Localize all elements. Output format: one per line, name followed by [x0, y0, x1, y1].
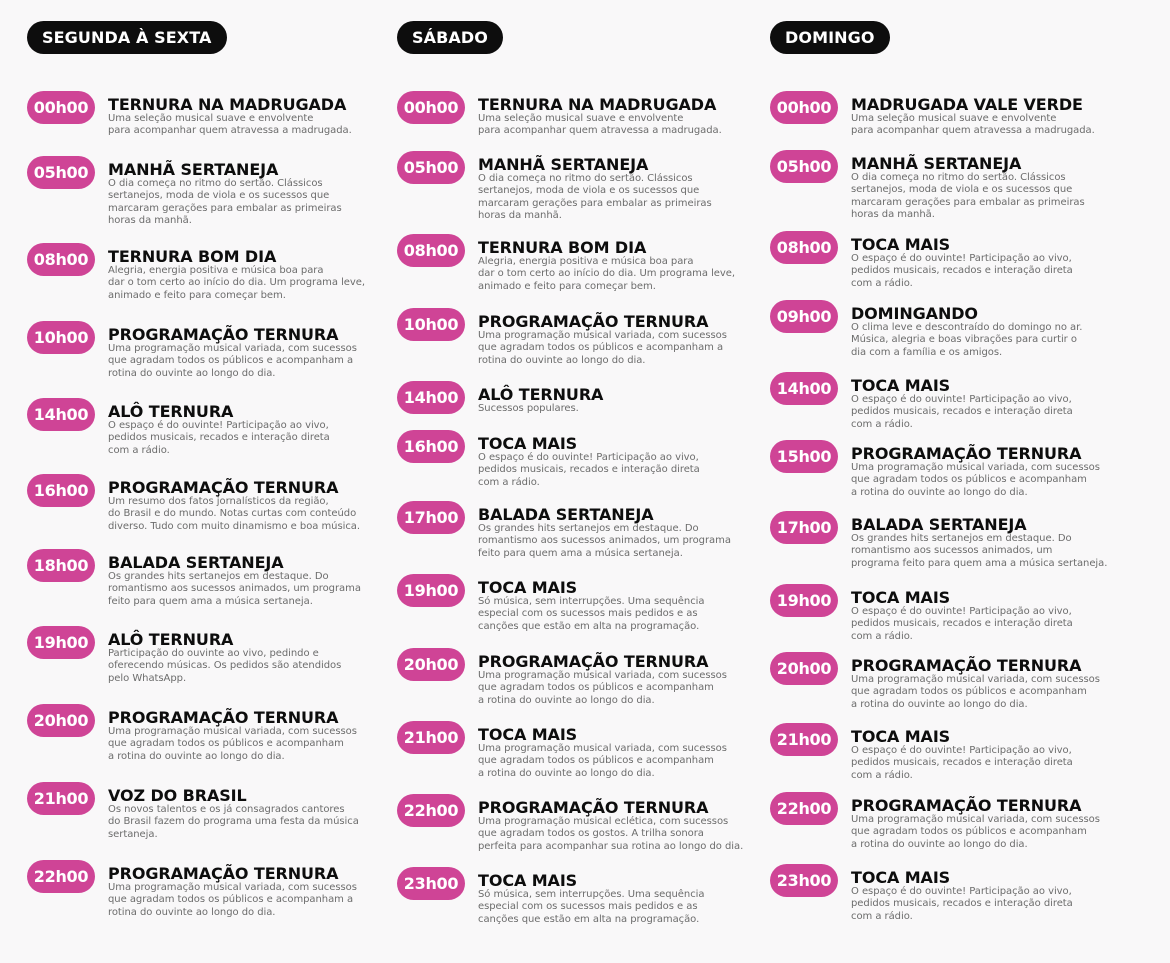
program-title: PROGRAMAÇÃO TERNURA — [108, 864, 339, 883]
program-description: O espaço é do ouvinte! Participação ao vivo, pedidos musicais, recados e interação direta com a rádio. — [851, 606, 1073, 642]
time-badge: 14h00 — [27, 398, 95, 431]
program-title: BALADA SERTANEJA — [108, 553, 284, 572]
program-description: O clima leve e descontraído do domingo no ar. Música, alegria e boas vibrações para curtir o dia com a família e os amigos. — [851, 322, 1083, 358]
program-title: PROGRAMAÇÃO TERNURA — [851, 444, 1082, 463]
program-title: TOCA MAIS — [478, 725, 578, 744]
program-description: O espaço é do ouvinte! Participação ao vivo, pedidos musicais, recados e interação direta com a rádio. — [851, 745, 1073, 781]
program-description: Uma programação musical variada, com sucessos que agradam todos os públicos e acompanham a rotina do ouvinte ao longo do dia. — [851, 814, 1100, 850]
program-description: Uma programação musical variada, com sucessos que agradam todos os públicos e acompanham a rotina do ouvinte ao longo do dia. — [478, 670, 727, 706]
program-description: Uma programação musical variada, com sucessos que agradam todos os públicos e acompanham a rotina do ouvinte ao longo do dia. — [108, 726, 357, 762]
program-title: ALÔ TERNURA — [478, 385, 604, 404]
program-title: BALADA SERTANEJA — [851, 515, 1027, 534]
program-title: PROGRAMAÇÃO TERNURA — [478, 652, 709, 671]
schedule-column-sunday — [770, 0, 1140, 963]
program-title: PROGRAMAÇÃO TERNURA — [478, 798, 709, 817]
program-title: PROGRAMAÇÃO TERNURA — [851, 656, 1082, 675]
time-badge: 19h00 — [770, 584, 838, 617]
time-badge: 22h00 — [770, 792, 838, 825]
time-badge: 22h00 — [27, 860, 95, 893]
schedule-column-saturday — [397, 0, 761, 963]
program-title: ALÔ TERNURA — [108, 630, 234, 649]
day-header: SEGUNDA À SEXTA — [27, 21, 227, 54]
time-badge: 09h00 — [770, 300, 838, 333]
time-badge: 08h00 — [27, 243, 95, 276]
program-description: Uma seleção musical suave e envolvente para acompanhar quem atravessa a madrugada. — [478, 113, 722, 137]
program-title: PROGRAMAÇÃO TERNURA — [108, 478, 339, 497]
program-description: Os grandes hits sertanejos em destaque. Do romantismo aos sucessos animados, um programa feito para quem ama a música sertaneja. — [478, 523, 731, 559]
time-badge: 21h00 — [770, 723, 838, 756]
program-description: Uma programação musical variada, com sucessos que agradam todos os públicos e acompanham a rotina do ouvinte ao longo do dia. — [478, 330, 727, 366]
time-badge: 21h00 — [27, 782, 95, 815]
program-description: Uma seleção musical suave e envolvente para acompanhar quem atravessa a madrugada. — [108, 113, 352, 137]
time-badge: 16h00 — [27, 474, 95, 507]
time-badge: 10h00 — [27, 321, 95, 354]
time-badge: 17h00 — [397, 501, 465, 534]
program-description: Uma programação musical variada, com sucessos que agradam todos os públicos e acompanham a rotina do ouvinte ao longo do dia. — [851, 674, 1100, 710]
time-badge: 14h00 — [770, 372, 838, 405]
program-description: Sucessos populares. — [478, 403, 579, 414]
program-title: BALADA SERTANEJA — [478, 505, 654, 524]
program-description: Os novos talentos e os já consagrados cantores do Brasil fazem do programa uma festa da música sertaneja. — [108, 804, 359, 840]
program-title: PROGRAMAÇÃO TERNURA — [108, 325, 339, 344]
time-badge: 19h00 — [397, 574, 465, 607]
program-description: Uma programação musical variada, com sucessos que agradam todos os públicos e acompanham a rotina do ouvinte ao longo do dia. — [108, 882, 357, 918]
program-title: ALÔ TERNURA — [108, 402, 234, 421]
program-title: PROGRAMAÇÃO TERNURA — [108, 708, 339, 727]
program-title: MADRUGADA VALE VERDE — [851, 95, 1083, 114]
time-badge: 05h00 — [27, 156, 95, 189]
program-description: Uma programação musical variada, com sucessos que agradam todos os públicos e acompanham a rotina do ouvinte ao longo do dia. — [108, 343, 357, 379]
time-badge: 08h00 — [397, 234, 465, 267]
time-badge: 10h00 — [397, 308, 465, 341]
time-badge: 22h00 — [397, 794, 465, 827]
program-title: TOCA MAIS — [478, 871, 578, 890]
time-badge: 08h00 — [770, 231, 838, 264]
day-header: DOMINGO — [770, 21, 890, 54]
program-description: Os grandes hits sertanejos em destaque. Do romantismo aos sucessos animados, um programa feito para quem ama a música sertaneja. — [851, 533, 1108, 569]
program-description: Os grandes hits sertanejos em destaque. Do romantismo aos sucessos animados, um programa feito para quem ama a música sertaneja. — [108, 571, 361, 607]
program-description: O espaço é do ouvinte! Participação ao vivo, pedidos musicais, recados e interação direta com a rádio. — [851, 394, 1073, 430]
time-badge: 05h00 — [397, 151, 465, 184]
program-description: Só música, sem interrupções. Uma sequência especial com os sucessos mais pedidos e as canções que estão em alta na programação. — [478, 596, 705, 632]
time-badge: 21h00 — [397, 721, 465, 754]
program-title: TERNURA NA MADRUGADA — [478, 95, 717, 114]
program-description: Uma seleção musical suave e envolvente para acompanhar quem atravessa a madrugada. — [851, 113, 1095, 137]
program-description: O espaço é do ouvinte! Participação ao vivo, pedidos musicais, recados e interação direta com a rádio. — [851, 253, 1073, 289]
schedule-column-weekdays — [27, 0, 387, 963]
program-description: O espaço é do ouvinte! Participação ao vivo, pedidos musicais, recados e interação direta com a rádio. — [478, 452, 700, 488]
program-description: O espaço é do ouvinte! Participação ao vivo, pedidos musicais, recados e interação direta com a rádio. — [108, 420, 330, 456]
time-badge: 19h00 — [27, 626, 95, 659]
program-description: O dia começa no ritmo do sertão. Clássicos sertanejos, moda de viola e os sucessos que marcaram gerações para embalar as primeiras horas da manhã. — [108, 178, 342, 227]
day-header: SÁBADO — [397, 21, 503, 54]
time-badge: 15h00 — [770, 440, 838, 473]
program-title: PROGRAMAÇÃO TERNURA — [851, 796, 1082, 815]
time-badge: 00h00 — [770, 91, 838, 124]
time-badge: 16h00 — [397, 430, 465, 463]
time-badge: 14h00 — [397, 381, 465, 414]
time-badge: 00h00 — [27, 91, 95, 124]
program-title: VOZ DO BRASIL — [108, 786, 247, 805]
program-description: Uma programação musical eclética, com sucessos que agradam todos os gostos. A trilha sonora perfeita para acompanhar sua rotina ao longo do dia. — [478, 816, 744, 852]
time-badge: 17h00 — [770, 511, 838, 544]
program-title: TERNURA BOM DIA — [108, 247, 277, 266]
program-description: Um resumo dos fatos jornalísticos da região, do Brasil e do mundo. Notas curtas com conteúdo diverso. Tudo com muito dinamismo e boa música. — [108, 496, 360, 532]
program-description: Uma programação musical variada, com sucessos que agradam todos os públicos e acompanham a rotina do ouvinte ao longo do dia. — [478, 743, 727, 779]
program-title: TOCA MAIS — [851, 868, 951, 887]
program-title: TOCA MAIS — [851, 235, 951, 254]
time-badge: 00h00 — [397, 91, 465, 124]
program-description: Só música, sem interrupções. Uma sequência especial com os sucessos mais pedidos e as canções que estão em alta na programação. — [478, 889, 705, 925]
program-title: TOCA MAIS — [851, 727, 951, 746]
time-badge: 18h00 — [27, 549, 95, 582]
program-description: O dia começa no ritmo do sertão. Clássicos sertanejos, moda de viola e os sucessos que marcaram gerações para embalar as primeiras horas da manhã. — [478, 173, 712, 222]
time-badge: 23h00 — [397, 867, 465, 900]
program-title: TOCA MAIS — [851, 588, 951, 607]
program-title: TERNURA NA MADRUGADA — [108, 95, 347, 114]
program-title: TOCA MAIS — [851, 376, 951, 395]
program-title: DOMINGANDO — [851, 304, 978, 323]
time-badge: 20h00 — [27, 704, 95, 737]
program-title: PROGRAMAÇÃO TERNURA — [478, 312, 709, 331]
program-title: MANHÃ SERTANEJA — [478, 155, 649, 174]
program-description: O espaço é do ouvinte! Participação ao vivo, pedidos musicais, recados e interação direta com a rádio. — [851, 886, 1073, 922]
program-title: TERNURA BOM DIA — [478, 238, 647, 257]
program-title: MANHÃ SERTANEJA — [851, 154, 1022, 173]
program-description: Alegria, energia positiva e música boa para dar o tom certo ao início do dia. Um programa leve, animado e feito para começar bem. — [108, 265, 366, 301]
program-description: O dia começa no ritmo do sertão. Clássicos sertanejos, moda de viola e os sucessos que marcaram gerações para embalar as primeiras horas da manhã. — [851, 172, 1085, 221]
time-badge: 23h00 — [770, 864, 838, 897]
program-description: Participação do ouvinte ao vivo, pedindo e oferecendo músicas. Os pedidos são atendidos pelo WhatsApp. — [108, 648, 342, 684]
program-title: TOCA MAIS — [478, 578, 578, 597]
program-title: MANHÃ SERTANEJA — [108, 160, 279, 179]
time-badge: 20h00 — [397, 648, 465, 681]
program-description: Alegria, energia positiva e música boa para dar o tom certo ao início do dia. Um programa leve, animado e feito para começar bem. — [478, 256, 736, 292]
program-description: Uma programação musical variada, com sucessos que agradam todos os públicos e acompanham a rotina do ouvinte ao longo do dia. — [851, 462, 1100, 498]
program-title: TOCA MAIS — [478, 434, 578, 453]
time-badge: 20h00 — [770, 652, 838, 685]
time-badge: 05h00 — [770, 150, 838, 183]
